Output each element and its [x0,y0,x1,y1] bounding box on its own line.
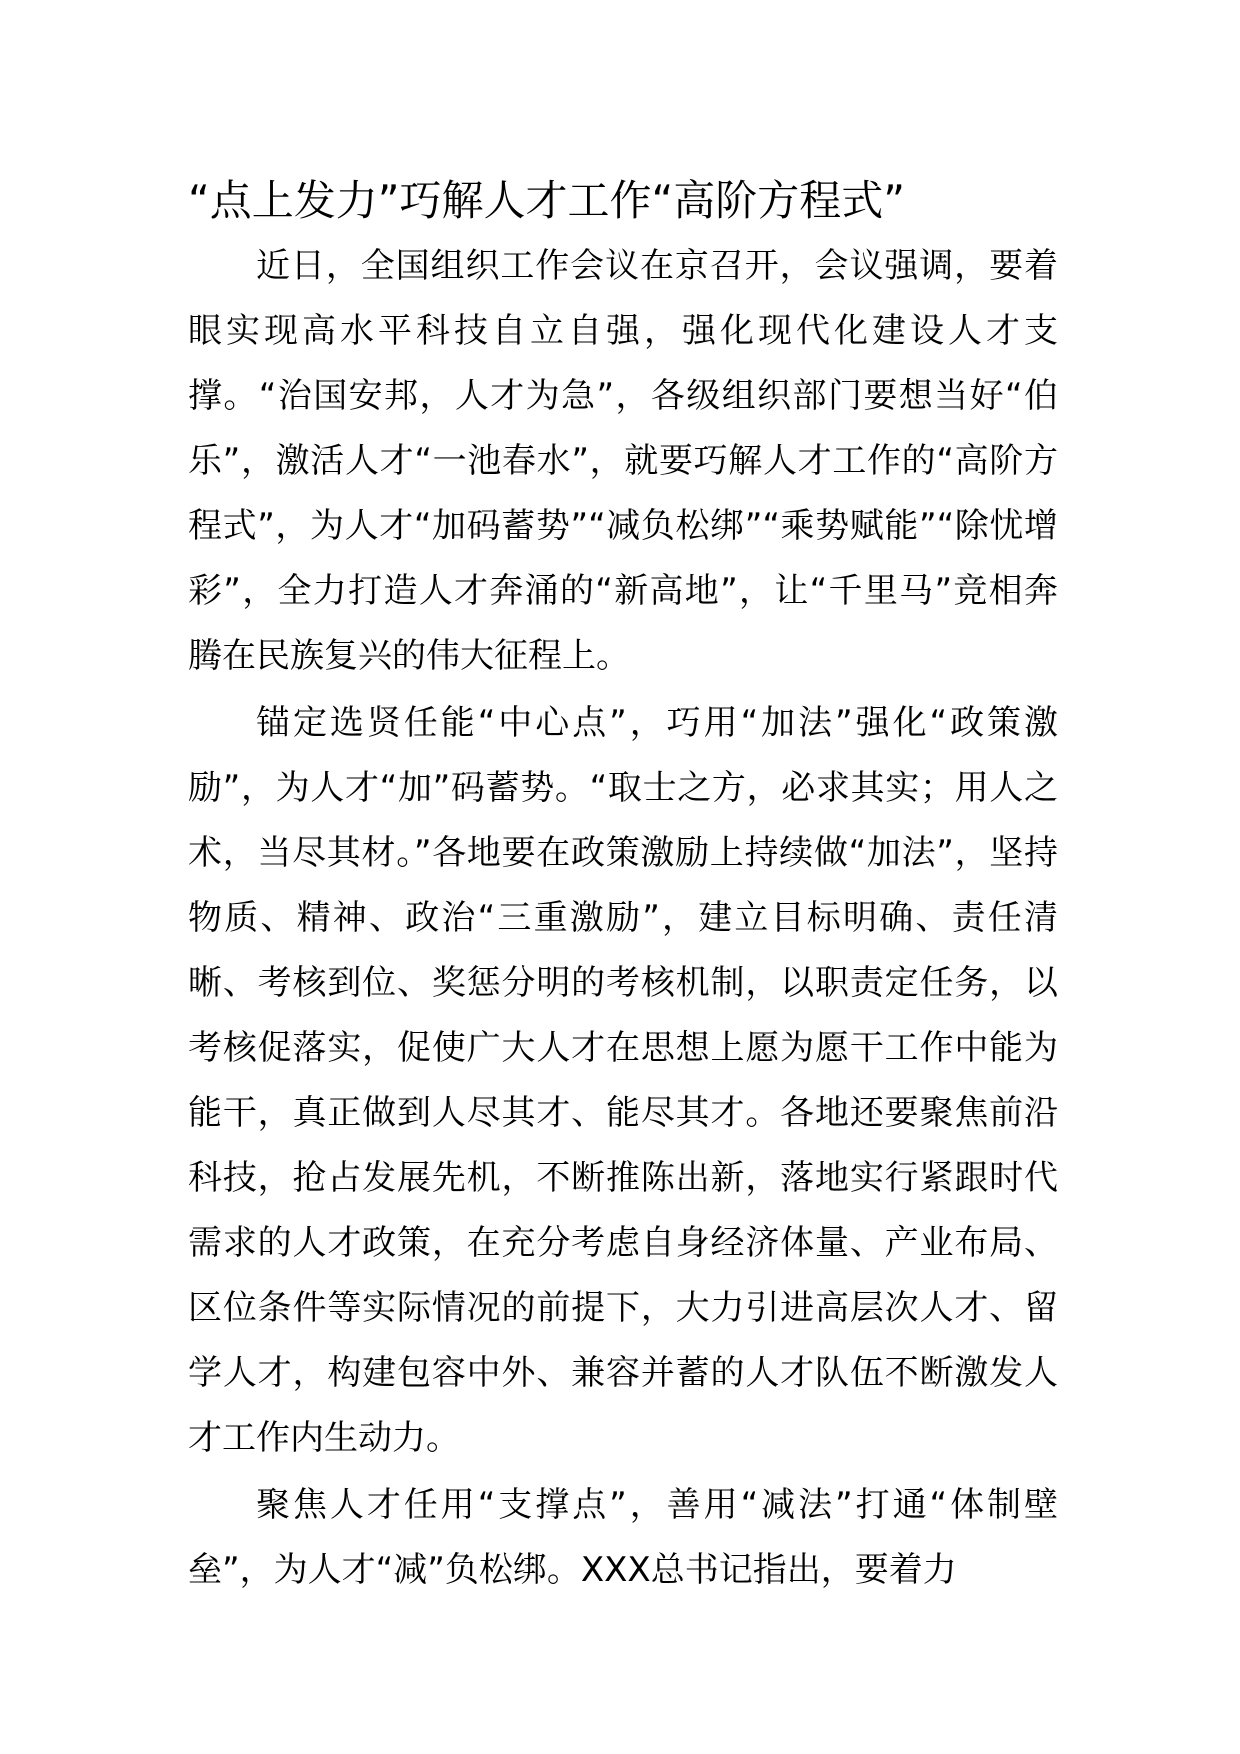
document-title: “点上发力”巧解人才工作“高阶方程式” [188,176,906,225]
paragraph-talent-appointment: 聚焦人才任用“支撑点”，善用“减法”打通“体制壁垒”，为人才“减”负松绑。XXX总书记指出，要着力 [188,1485,1058,1590]
document-page [188,168,1058,1603]
paragraph-policy-incentive: 锚定选贤任能“中心点”，巧用“加法”强化“政策激励”，为人才“加”码蓄势。“取士之方，必求其实；用人之术，当尽其材。”各地要在政策激励上持续做“加法”，坚持物质、精神、政治“三重激励”，建立目标明确、责任清晰、考核到位、奖惩分明的考核机制，以职责定任务，以考核促落实，促使广大人才在思想上愿为愿干工作中能为能干，真正做到人尽其才、能尽其才。各地还要聚焦前沿科技，抢占发展先机，不断推陈出新，落地实行紧跟时代需求的人才政策，在充分考虑自身经济体量、产业布局、区位条件等实际情况的前提下，大力引进高层次人才、留学人才，构建包容中外、兼容并蓄的人才队伍不断激发人才工作内生动力。 [188,703,1058,1458]
paragraph-intro: 近日，全国组织工作会议在京召开，会议强调，要着眼实现高水平科技自立自强，强化现代化建设人才支撑。“治国安邦，人才为急”，各级组织部门要想当好“伯乐”，激活人才“一池春水”，就要巧解人才工作的“高阶方程式”，为人才“加码蓄势”“减负松绑”“乘势赋能”“除忧增彩”，全力打造人才奔涌的“新高地”，让“千里马”竞相奔腾在民族复兴的伟大征程上。 [188,246,1058,676]
